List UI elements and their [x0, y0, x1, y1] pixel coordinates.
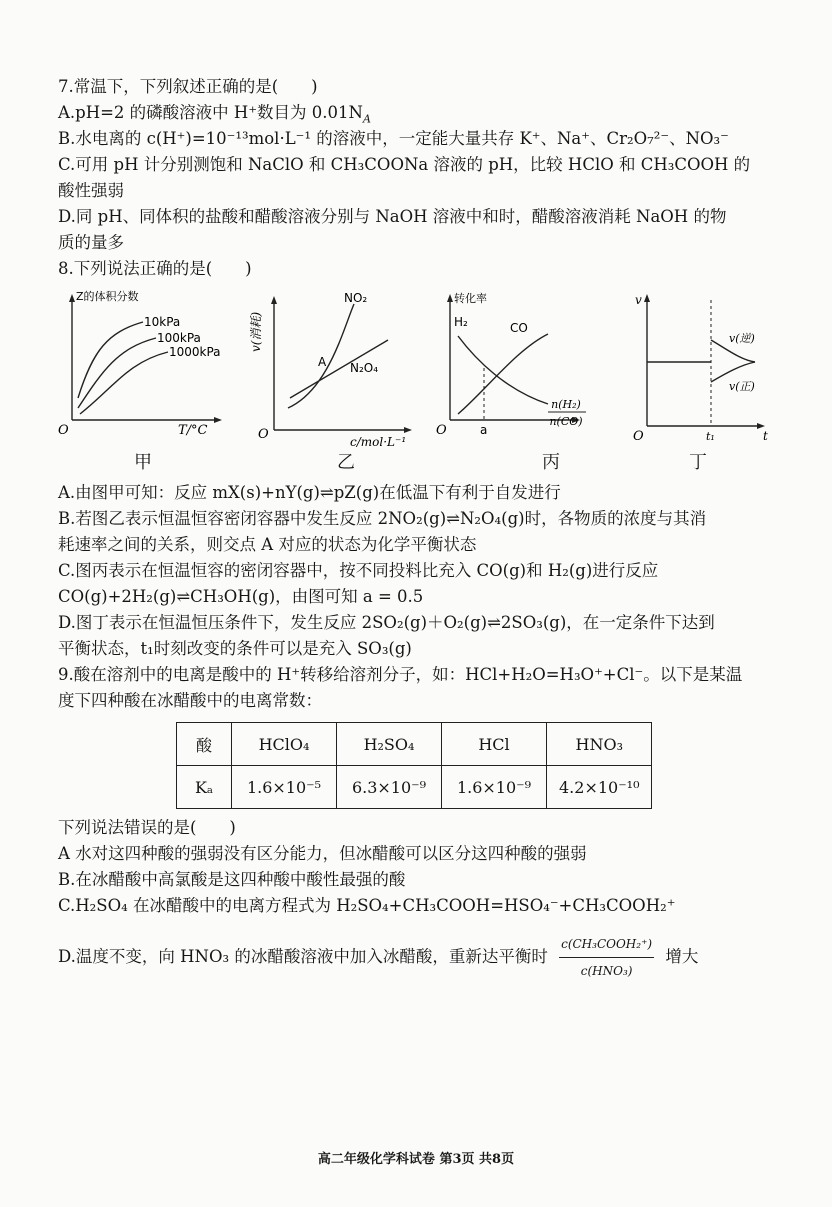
ding-ylabel: v	[635, 293, 642, 307]
q9-option-c: C.H₂SO₄ 在冰醋酸中的电离方程式为 H₂SO₄+CH₃COOH=HSO₄⁻+CH₃COOH₂⁺	[58, 896, 676, 915]
ka-value-h2so4: 6.3×10⁻⁹	[337, 766, 442, 809]
ding-xtick-t1: t₁	[706, 430, 715, 443]
ka-header-h2so4: H₂SO₄	[337, 723, 442, 766]
ding-label-reverse: v(逆)	[729, 332, 755, 345]
q9-option-d-suffix: 增大	[665, 947, 699, 966]
ka-header-hclo4: HClO₄	[232, 723, 337, 766]
graph-jia-label: 甲	[134, 452, 152, 473]
q8-graphs	[58, 290, 778, 480]
q8-option-a: A.由图甲可知：反应 mX(s)+nY(g)⇌pZ(g)在低温下有利于自发进行	[58, 483, 561, 502]
bing-xlabel-num: n(H₂)	[551, 398, 581, 411]
q7-option-b: B.水电离的 c(H⁺)=10⁻¹³mol·L⁻¹ 的溶液中，一定能大量共存 K⁺、Na⁺、Cr₂O₇²⁻、NO₃⁻	[58, 129, 729, 148]
bing-curve-co	[458, 334, 548, 414]
graph-bing-svg	[436, 290, 616, 440]
ka-header-hcl: HCl	[442, 723, 547, 766]
ding-curve-forward	[711, 362, 755, 382]
q9-ask: 下列说法错误的是( )	[58, 818, 236, 837]
bing-ylabel: 转化率	[454, 292, 487, 305]
ka-row-label: Kₐ	[177, 766, 232, 809]
jia-xlabel: T/°C	[178, 423, 208, 438]
jia-curve-100kpa	[78, 338, 156, 408]
q9-stem-line1: 9.酸在溶剂中的电离是酸中的 H⁺转移给溶剂分子，如：HCl+H₂O=H₃O⁺+Cl⁻。以下是某温	[58, 665, 743, 684]
graph-yi-svg	[248, 290, 428, 449]
ka-table-header-row	[177, 723, 652, 766]
bing-label-h2: H₂	[454, 315, 468, 329]
q8-option-d-line1: D.图丁表示在恒温恒压条件下，发生反应 2SO₂(g)＋O₂(g)⇌2SO₃(g)，在一定条件下达到	[58, 613, 715, 632]
yi-label-no2: NO₂	[344, 291, 368, 305]
ka-table-value-row	[177, 766, 652, 809]
yi-ylabel: v(消耗)	[249, 311, 263, 352]
q7-option-d-line2: 质的量多	[58, 233, 124, 252]
question-8	[58, 256, 778, 662]
fraction-denominator: c(HNO₃)	[580, 964, 633, 978]
yi-label-n2o4: N₂O₄	[350, 361, 379, 375]
bing-origin: O	[436, 423, 447, 438]
ka-table	[176, 722, 652, 809]
graph-ding	[633, 290, 783, 473]
graph-jia	[58, 290, 228, 473]
q9-option-a: A 水对这四种酸的强弱没有区分能力，但冰醋酸可以区分这四种酸的强弱	[58, 844, 587, 863]
page-footer: 高二年级化学科试卷 第3页 共8页	[317, 1152, 515, 1167]
graph-yi	[248, 290, 428, 473]
question-7	[58, 74, 778, 256]
ding-xlabel: t	[763, 429, 768, 443]
q8-option-c-line1: C.图丙表示在恒温恒容的密闭容器中，按不同投料比充入 CO(g)和 H₂(g)进行反应	[58, 561, 659, 580]
ka-value-hclo4: 1.6×10⁻⁵	[232, 766, 337, 809]
q9-option-d-text: D.温度不变，向 HNO₃ 的冰醋酸溶液中加入冰醋酸，重新达平衡时	[58, 947, 548, 966]
ka-header-hno3: HNO₃	[547, 723, 652, 766]
q8-stem: 8.下列说法正确的是( )	[58, 259, 252, 278]
q7-option-c-line2: 酸性强弱	[58, 181, 124, 200]
bing-label-co: CO	[510, 321, 528, 335]
q7-stem: 7.常温下，下列叙述正确的是( )	[58, 77, 318, 96]
ka-value-hcl: 1.6×10⁻⁹	[442, 766, 547, 809]
ding-label-forward: v(正)	[729, 380, 755, 393]
q7-option-c-line1: C.可用 pH 计分别测饱和 NaClO 和 CH₃COONa 溶液的 pH，比较 HClO 和 CH₃COOH 的	[58, 155, 751, 174]
jia-origin: O	[58, 423, 69, 438]
ka-header-acid: 酸	[177, 723, 232, 766]
yi-point-a: A	[318, 355, 327, 369]
jia-label-100kpa: 100kPa	[157, 331, 201, 345]
q9-option-b: B.在冰醋酸中高氯酸是这四种酸中酸性最强的酸	[58, 870, 406, 889]
jia-label-1000kpa: 1000kPa	[169, 345, 221, 359]
bing-xtick-a: a	[480, 423, 488, 437]
q9-option-d	[58, 931, 778, 984]
graph-bing-label: 丙	[542, 452, 560, 473]
question-9	[58, 662, 778, 984]
ka-value-hno3: 4.2×10⁻¹⁰	[547, 766, 652, 809]
graph-jia-svg	[58, 290, 228, 440]
q9-option-d-fraction	[559, 931, 654, 984]
q7-option-a: A.pH=2 的磷酸溶液中 H⁺数目为 $0.01N_A$	[58, 103, 371, 126]
ding-origin: O	[633, 429, 644, 444]
q9-stem-line2: 度下四种酸在冰醋酸中的电离常数：	[58, 691, 322, 710]
q8-option-b-line2: 耗速率之间的关系，则交点 A 对应的状态为化学平衡状态	[58, 535, 477, 554]
graph-ding-label: 丁	[689, 452, 707, 473]
graph-yi-label: 乙	[337, 452, 355, 473]
bing-xlabel-den: n(CO)	[549, 415, 583, 428]
q7-option-d-line1: D.同 pH、同体积的盐酸和醋酸溶液分别与 NaOH 溶液中和时，醋酸溶液消耗 NaOH 的物	[58, 207, 727, 226]
q8-option-d-line2: 平衡状态，t₁时刻改变的条件可以是充入 SO₃(g)	[58, 639, 412, 658]
jia-ylabel: Z的体积分数	[76, 290, 139, 303]
jia-label-10kpa: 10kPa	[144, 315, 181, 329]
yi-xlabel: c/mol·L⁻¹	[350, 435, 407, 449]
q8-option-c-line2: CO(g)+2H₂(g)⇌CH₃OH(g)，由图可知 a = 0.5	[58, 587, 424, 606]
q8-option-b-line1: B.若图乙表示恒温恒容密闭容器中发生反应 2NO₂(g)⇌N₂O₄(g)时，各物质的浓度与其消	[58, 509, 707, 528]
yi-origin: O	[258, 427, 269, 442]
graph-ding-svg	[633, 290, 783, 444]
fraction-numerator: c(CH₃COOH₂⁺)	[559, 931, 654, 958]
exam-page	[58, 74, 778, 984]
graph-bing	[436, 290, 616, 473]
